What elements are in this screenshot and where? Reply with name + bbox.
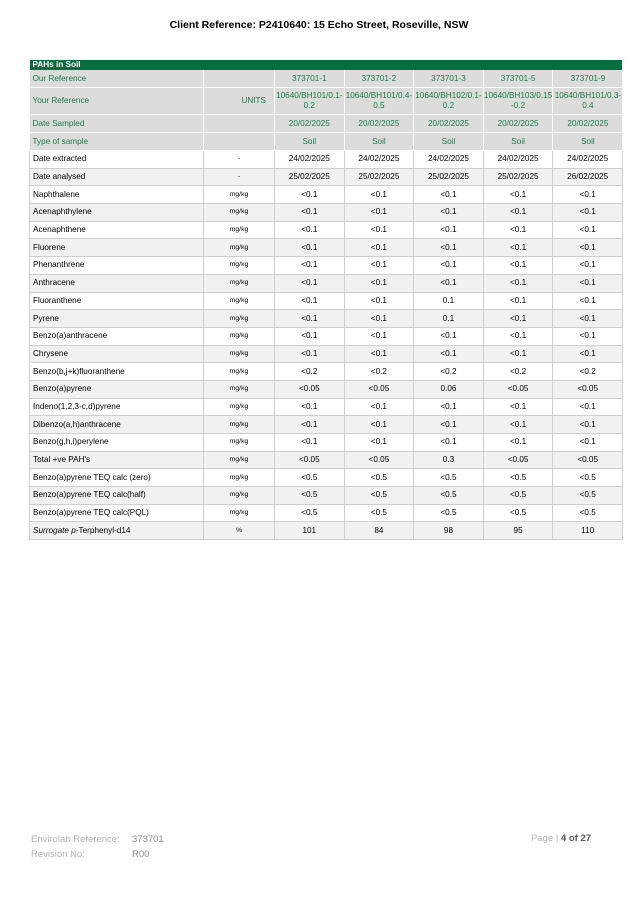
analyte-value: <0.1 [275, 239, 345, 257]
analyte-value: <0.1 [275, 434, 345, 452]
table-row [30, 292, 623, 310]
analyte-value: <0.1 [275, 345, 345, 363]
analyte-value: <0.1 [483, 274, 553, 292]
analyte-value: <0.1 [414, 257, 484, 275]
table-row [30, 487, 623, 505]
analyte-value: <0.1 [483, 239, 553, 257]
header-value: 373701-1 [275, 70, 345, 88]
surrogate-units: % [204, 522, 275, 540]
analyte-value: <0.5 [553, 504, 623, 522]
table-row [30, 398, 623, 416]
analyte-units: mg/kg [204, 186, 275, 204]
analyte-value: <0.05 [275, 451, 345, 469]
analyte-value: <0.1 [483, 416, 553, 434]
analyte-value: <0.1 [344, 257, 414, 275]
analyte-units: mg/kg [204, 292, 275, 310]
surrogate-value: 95 [483, 522, 553, 540]
analyte-units: mg/kg [204, 469, 275, 487]
header-value: 373701-2 [344, 70, 414, 88]
analyte-value: 0.1 [414, 292, 484, 310]
analyte-value: <0.5 [275, 487, 345, 505]
analyte-name: Fluoranthene [30, 292, 204, 310]
table-row [30, 239, 623, 257]
header-value: Soil [553, 133, 623, 151]
analyte-value: <0.1 [553, 274, 623, 292]
analyte-value: <0.1 [275, 186, 345, 204]
analyte-value: <0.1 [553, 239, 623, 257]
analyte-value: <0.1 [275, 257, 345, 275]
header-value: 10640/BH103/0.15-0.2 [483, 88, 553, 115]
page-number [531, 833, 591, 844]
surrogate-value: 84 [344, 522, 414, 540]
analyte-name: Pyrene [30, 310, 204, 328]
surrogate-rest: -Terphenyl-d14 [75, 525, 131, 535]
analyte-value: <0.1 [344, 310, 414, 328]
analyte-value: <0.5 [553, 487, 623, 505]
table-row [30, 504, 623, 522]
analyte-value: <0.1 [553, 434, 623, 452]
header-value: 373701-5 [483, 70, 553, 88]
header-row [30, 115, 623, 133]
header-value: Soil [344, 133, 414, 151]
analyte-value: <0.1 [344, 221, 414, 239]
analyte-value: <0.1 [344, 345, 414, 363]
analyte-value: <0.5 [483, 504, 553, 522]
analyte-value: <0.1 [483, 292, 553, 310]
analyte-units: - [204, 151, 275, 169]
analyte-name: Benzo(a)pyrene TEQ calc(half) [30, 487, 204, 505]
header-value: Soil [414, 133, 484, 151]
analyte-value: <0.1 [275, 292, 345, 310]
analyte-units: mg/kg [204, 345, 275, 363]
analyte-value: <0.2 [483, 363, 553, 381]
analyte-value: <0.5 [483, 469, 553, 487]
analyte-value: <0.1 [275, 221, 345, 239]
table-row [30, 168, 623, 186]
analyte-value: <0.2 [414, 363, 484, 381]
analyte-name: Dibenzo(a,h)anthracene [30, 416, 204, 434]
analyte-value: <0.1 [275, 310, 345, 328]
header-units [204, 115, 275, 133]
analyte-name: Acenaphthene [30, 221, 204, 239]
header-units [204, 133, 275, 151]
analyte-value: <0.1 [414, 345, 484, 363]
analyte-value: <0.05 [553, 451, 623, 469]
table-row [30, 257, 623, 275]
analyte-value: <0.5 [275, 504, 345, 522]
analyte-value: <0.2 [553, 363, 623, 381]
analyte-value: <0.5 [344, 504, 414, 522]
header-value: 20/02/2025 [275, 115, 345, 133]
analyte-units: - [204, 168, 275, 186]
analyte-value: <0.1 [414, 327, 484, 345]
analyte-name: Fluorene [30, 239, 204, 257]
header-value: 10640/BH101/0.4-0.5 [344, 88, 414, 115]
analyte-value: 0.1 [414, 310, 484, 328]
analyte-value: <0.1 [483, 310, 553, 328]
analyte-units: mg/kg [204, 257, 275, 275]
analyte-value: <0.1 [414, 398, 484, 416]
analyte-value: 0.06 [414, 380, 484, 398]
table-row [30, 469, 623, 487]
analyte-value: <0.1 [414, 204, 484, 222]
header-value: 20/02/2025 [483, 115, 553, 133]
header-value: 20/02/2025 [344, 115, 414, 133]
header-value: 373701-3 [414, 70, 484, 88]
analyte-name: Benzo(b,j+k)fluoranthene [30, 363, 204, 381]
revision-value: R00 [132, 849, 150, 860]
analyte-value: <0.05 [553, 380, 623, 398]
header-units: UNITS [204, 88, 275, 115]
analyte-value: <0.1 [414, 186, 484, 204]
analyte-value: <0.1 [483, 345, 553, 363]
pah-results-table [29, 60, 623, 540]
analyte-value: <0.1 [344, 434, 414, 452]
analyte-value: <0.1 [483, 398, 553, 416]
analyte-units: mg/kg [204, 416, 275, 434]
analyte-value: <0.1 [344, 239, 414, 257]
analyte-value: <0.1 [553, 257, 623, 275]
analyte-units: mg/kg [204, 327, 275, 345]
header-value: 10640/BH101/0.3-0.4 [553, 88, 623, 115]
analyte-name: Benzo(a)anthracene [30, 327, 204, 345]
analyte-units: mg/kg [204, 204, 275, 222]
analyte-value: <0.5 [414, 487, 484, 505]
surrogate-value: 101 [275, 522, 345, 540]
surrogate-value: 98 [414, 522, 484, 540]
analyte-name: Indeno(1,2,3-c,d)pyrene [30, 398, 204, 416]
table-row [30, 416, 623, 434]
table-row [30, 451, 623, 469]
footer-reference [31, 832, 164, 862]
analyte-value: 25/02/2025 [275, 168, 345, 186]
analyte-value: <0.1 [483, 186, 553, 204]
analyte-units: mg/kg [204, 363, 275, 381]
analyte-value: 24/02/2025 [483, 151, 553, 169]
analyte-value: <0.1 [344, 292, 414, 310]
analyte-value: 0.3 [414, 451, 484, 469]
analyte-value: <0.2 [344, 363, 414, 381]
header-label: Your Reference [30, 88, 204, 115]
analyte-units: mg/kg [204, 239, 275, 257]
section-header [30, 60, 623, 70]
results-table-container [29, 60, 622, 540]
analyte-value: <0.1 [483, 257, 553, 275]
analyte-name: Benzo(g,h,i)perylene [30, 434, 204, 452]
analyte-units: mg/kg [204, 434, 275, 452]
header-row [30, 88, 623, 115]
analyte-name: Benzo(a)pyrene TEQ calc(PQL) [30, 504, 204, 522]
analyte-value: <0.1 [414, 416, 484, 434]
analyte-value: <0.5 [483, 487, 553, 505]
envirolab-ref-label: Envirolab Reference: [31, 834, 120, 845]
analyte-value: 25/02/2025 [344, 168, 414, 186]
table-row [30, 327, 623, 345]
header-value: 20/02/2025 [553, 115, 623, 133]
header-value: 373701-9 [553, 70, 623, 88]
header-label: Our Reference [30, 70, 204, 88]
analyte-name: Total +ve PAH's [30, 451, 204, 469]
analyte-value: <0.5 [414, 469, 484, 487]
surrogate-italic: p [71, 525, 76, 535]
section-title: PAHs in Soil [30, 60, 623, 70]
surrogate-value: 110 [553, 522, 623, 540]
header-label: Type of sample [30, 133, 204, 151]
analyte-value: <0.05 [344, 451, 414, 469]
analyte-name: Acenaphthylene [30, 204, 204, 222]
header-value: Soil [275, 133, 345, 151]
analyte-value: <0.1 [275, 204, 345, 222]
analyte-value: <0.5 [275, 469, 345, 487]
analyte-value: <0.5 [414, 504, 484, 522]
analyte-name: Date extracted [30, 151, 204, 169]
analyte-value: <0.5 [344, 469, 414, 487]
table-row [30, 221, 623, 239]
analyte-value: <0.1 [553, 204, 623, 222]
revision-label: Revision No: [31, 849, 85, 860]
analyte-name: Chrysene [30, 345, 204, 363]
surrogate-row [30, 522, 623, 540]
analyte-value: <0.1 [414, 434, 484, 452]
analyte-value: 26/02/2025 [553, 168, 623, 186]
analyte-value: 24/02/2025 [414, 151, 484, 169]
analyte-value: 25/02/2025 [483, 168, 553, 186]
analyte-name: Naphthalene [30, 186, 204, 204]
table-row [30, 363, 623, 381]
header-row [30, 70, 623, 88]
analyte-value: <0.1 [553, 292, 623, 310]
analyte-value: <0.1 [414, 239, 484, 257]
table-row [30, 345, 623, 363]
analyte-value: 24/02/2025 [344, 151, 414, 169]
analyte-value: <0.1 [553, 310, 623, 328]
analyte-value: <0.05 [483, 451, 553, 469]
analyte-value: <0.1 [344, 204, 414, 222]
analyte-name: Benzo(a)pyrene TEQ calc (zero) [30, 469, 204, 487]
analyte-value: <0.05 [275, 380, 345, 398]
header-label: Date Sampled [30, 115, 204, 133]
analyte-units: mg/kg [204, 398, 275, 416]
analyte-value: <0.1 [344, 186, 414, 204]
header-units [204, 70, 275, 88]
analyte-value: <0.1 [344, 274, 414, 292]
analyte-value: <0.5 [553, 469, 623, 487]
analyte-value: <0.1 [553, 345, 623, 363]
analyte-value: <0.1 [553, 221, 623, 239]
analyte-value: <0.1 [275, 274, 345, 292]
analyte-value: <0.1 [414, 274, 484, 292]
analyte-value: <0.1 [483, 221, 553, 239]
analyte-units: mg/kg [204, 451, 275, 469]
analyte-value: <0.1 [275, 327, 345, 345]
analyte-units: mg/kg [204, 221, 275, 239]
analyte-value: <0.1 [553, 327, 623, 345]
table-row [30, 310, 623, 328]
analyte-value: <0.1 [344, 398, 414, 416]
table-row [30, 434, 623, 452]
analyte-value: <0.1 [553, 398, 623, 416]
header-value: 20/02/2025 [414, 115, 484, 133]
analyte-value: 25/02/2025 [414, 168, 484, 186]
page-title: Client Reference: P2410640: 15 Echo Street, Roseville, NSW [169, 19, 469, 31]
table-row [30, 204, 623, 222]
table-row [30, 274, 623, 292]
header-value: 10640/BH101/0.1-0.2 [275, 88, 345, 115]
analyte-units: mg/kg [204, 380, 275, 398]
analyte-units: mg/kg [204, 504, 275, 522]
analyte-value: <0.1 [483, 204, 553, 222]
header-row [30, 133, 623, 151]
envirolab-ref-value: 373701 [132, 834, 164, 845]
analyte-value: <0.1 [483, 434, 553, 452]
header-value: Soil [483, 133, 553, 151]
analyte-value: <0.2 [275, 363, 345, 381]
analyte-name: Date analysed [30, 168, 204, 186]
table-row [30, 151, 623, 169]
analyte-value: <0.1 [483, 327, 553, 345]
page-prefix: Page | [531, 833, 559, 844]
analyte-value: <0.5 [344, 487, 414, 505]
analyte-value: <0.05 [344, 380, 414, 398]
analyte-value: <0.1 [553, 416, 623, 434]
analyte-name: Benzo(a)pyrene [30, 380, 204, 398]
analyte-value: <0.1 [344, 416, 414, 434]
header-value: 10640/BH102/0.1-0.2 [414, 88, 484, 115]
surrogate-name [30, 522, 204, 540]
analyte-value: <0.1 [275, 416, 345, 434]
page-count: 4 of 27 [560, 833, 592, 844]
analyte-units: mg/kg [204, 487, 275, 505]
analyte-value: 24/02/2025 [553, 151, 623, 169]
analyte-units: mg/kg [204, 310, 275, 328]
analyte-value: <0.1 [344, 327, 414, 345]
analyte-name: Anthracene [30, 274, 204, 292]
table-row [30, 186, 623, 204]
analyte-value: 24/02/2025 [275, 151, 345, 169]
analyte-units: mg/kg [204, 274, 275, 292]
analyte-value: <0.1 [275, 398, 345, 416]
analyte-value: <0.05 [483, 380, 553, 398]
analyte-name: Phenanthrene [30, 257, 204, 275]
analyte-value: <0.1 [553, 186, 623, 204]
table-row [30, 380, 623, 398]
analyte-value: <0.1 [414, 221, 484, 239]
surrogate-prefix: Surrogate [33, 525, 69, 535]
